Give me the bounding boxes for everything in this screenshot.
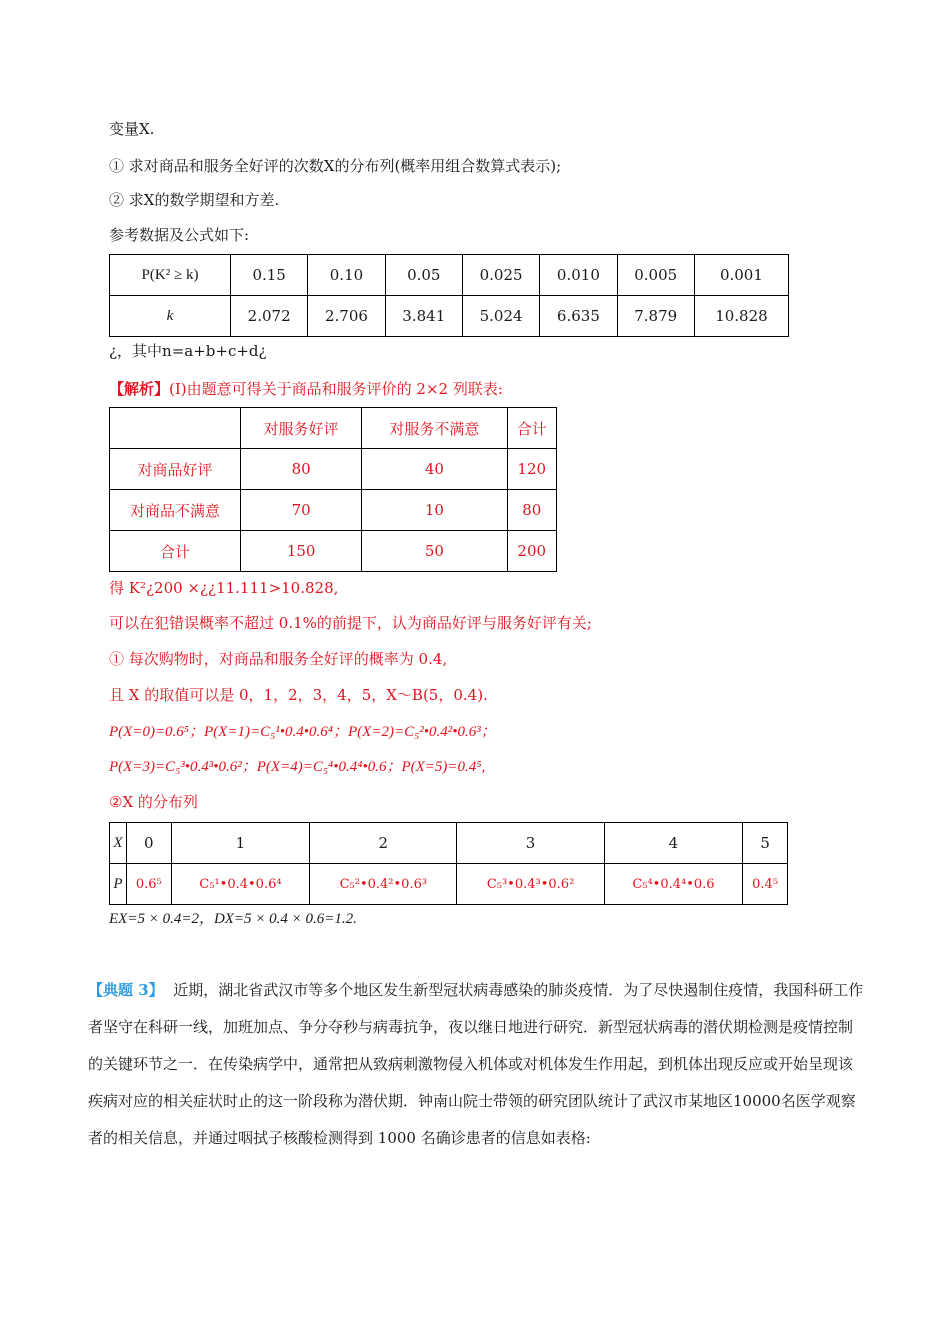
k2-line: 得 K²¿200 ×¿¿11.111>10.828,	[109, 579, 339, 597]
cont-header-cell: 对服务不满意	[362, 408, 507, 449]
ref-header-p: P(K² ≥ k)	[110, 255, 231, 296]
dist-p-cell: C₅⁴•0.4⁴•0.6	[604, 864, 743, 905]
p-line-1: P(X=0)=0.6⁵；P(X=1)=C₅¹•0.4•0.6⁴；P(X=2)=C₅²•0.4²•0.6³；	[109, 724, 496, 740]
dist-header-x: X	[110, 823, 127, 864]
intro-line-4: 参考数据及公式如下:	[109, 226, 250, 244]
cont-header-cell: 对服务好评	[241, 408, 362, 449]
ref-prob-cell: 0.010	[540, 255, 617, 296]
dist-p-cell: C₅²•0.4²•0.6³	[310, 864, 457, 905]
ref-prob-cell: 0.15	[231, 255, 308, 296]
table-row	[110, 296, 789, 337]
reference-table	[109, 254, 789, 337]
example-3-paragraph	[88, 972, 864, 1157]
dist-p-cell: C₅³•0.4³•0.6²	[457, 864, 604, 905]
dist-x-cell: 4	[604, 823, 743, 864]
ex-dx-line: EX=5 × 0.4=2，DX=5 × 0.4 × 0.6=1.2.	[109, 911, 357, 927]
intro-line-3: ② 求X的数学期望和方差.	[109, 191, 280, 209]
cont-cell: 120	[507, 449, 557, 490]
dist-p-cell: 0.4⁵	[743, 864, 788, 905]
ref-header-k: k	[110, 296, 231, 337]
dist-title: ②X 的分布列	[109, 793, 198, 811]
dist-x-cell: 5	[743, 823, 788, 864]
cont-cell: 150	[241, 531, 362, 572]
ref-k-cell: 2.072	[231, 296, 308, 337]
intro-line-2: ① 求对商品和服务全好评的次数X的分布列(概率用组合数算式表示);	[109, 157, 562, 175]
ref-k-cell: 2.706	[308, 296, 385, 337]
table-row	[110, 531, 557, 572]
ref-k-cell: 6.635	[540, 296, 617, 337]
ref-prob-cell: 0.001	[694, 255, 788, 296]
dist-x-cell: 2	[310, 823, 457, 864]
cont-cell: 80	[241, 449, 362, 490]
contingency-table	[109, 407, 557, 572]
cont-cell: 对商品不满意	[110, 490, 241, 531]
dist-x-cell: 1	[171, 823, 310, 864]
cont-cell: 80	[507, 490, 557, 531]
cont-header-cell	[110, 408, 241, 449]
ref-k-cell: 7.879	[617, 296, 694, 337]
dist-header-p: P	[110, 864, 127, 905]
cont-cell: 对商品好评	[110, 449, 241, 490]
cont-cell: 50	[362, 531, 507, 572]
solution-intro	[109, 378, 503, 399]
cont-cell: 40	[362, 449, 507, 490]
table-row	[110, 823, 788, 864]
cont-header-cell: 合计	[507, 408, 557, 449]
example-3-text: 近期，湖北省武汉市等多个地区发生新型冠状病毒感染的肺炎疫情．为了尽快遏制住疫情，我国科研工作者坚守在科研一线，加班加点、争分夺秒与病毒抗争，夜以继日地进行研究．新型冠状病毒的潜伏期检测是疫情控制的关键环节之一．在传染病学中，通常把从致病刺激物侵入机体或对机体发生作用起，到机体出现反应或开始呈现该疾病对应的相关症状时止的这一阶段称为潜伏期．钟南山院士带领的研究团队统计了武汉市某地区10000名医学观察者的相关信息，并通过咽拭子核酸检测得到 1000 名确诊患者的信息如表格:	[88, 981, 864, 1147]
values-line: 且 X 的取值可以是 0，1，2，3，4，5，X～B(5，0.4).	[109, 686, 488, 704]
cont-cell: 200	[507, 531, 557, 572]
example-3-tag: 【典题 3】	[88, 981, 164, 999]
p-line-2: P(X=3)=C₅³•0.4³•0.6²；P(X=4)=C₅⁴•0.4⁴•0.6；P(X=5)=0.4⁵,	[109, 759, 486, 775]
cont-cell: 合计	[110, 531, 241, 572]
conclusion-line: 可以在犯错误概率不超过 0.1%的前提下，认为商品好评与服务好评有关;	[109, 614, 592, 632]
ref-prob-cell: 0.10	[308, 255, 385, 296]
ref-prob-cell: 0.005	[617, 255, 694, 296]
dist-p-cell: C₅¹•0.4•0.6⁴	[171, 864, 310, 905]
ref-k-cell: 10.828	[694, 296, 788, 337]
distribution-table	[109, 822, 788, 905]
dist-x-cell: 0	[126, 823, 171, 864]
ref-k-cell: 5.024	[462, 296, 539, 337]
ref-prob-cell: 0.025	[462, 255, 539, 296]
solution-tag: 【解析】	[109, 380, 170, 398]
solution-intro-text: (I)由题意可得关于商品和服务评价的 2×2 列联表:	[169, 380, 503, 398]
cont-cell: 70	[241, 490, 362, 531]
table-row	[110, 490, 557, 531]
table-row	[110, 449, 557, 490]
cont-cell: 10	[362, 490, 507, 531]
formula-line: ¿，其中n=a+b+c+d¿	[109, 342, 267, 360]
table-row	[110, 864, 788, 905]
table-row	[110, 408, 557, 449]
prob-line: ① 每次购物时，对商品和服务全好评的概率为 0.4,	[109, 650, 448, 668]
table-row	[110, 255, 789, 296]
dist-p-cell: 0.6⁵	[126, 864, 171, 905]
ref-prob-cell: 0.05	[385, 255, 462, 296]
intro-line-1: 变量X.	[109, 120, 155, 138]
dist-x-cell: 3	[457, 823, 604, 864]
ref-k-cell: 3.841	[385, 296, 462, 337]
